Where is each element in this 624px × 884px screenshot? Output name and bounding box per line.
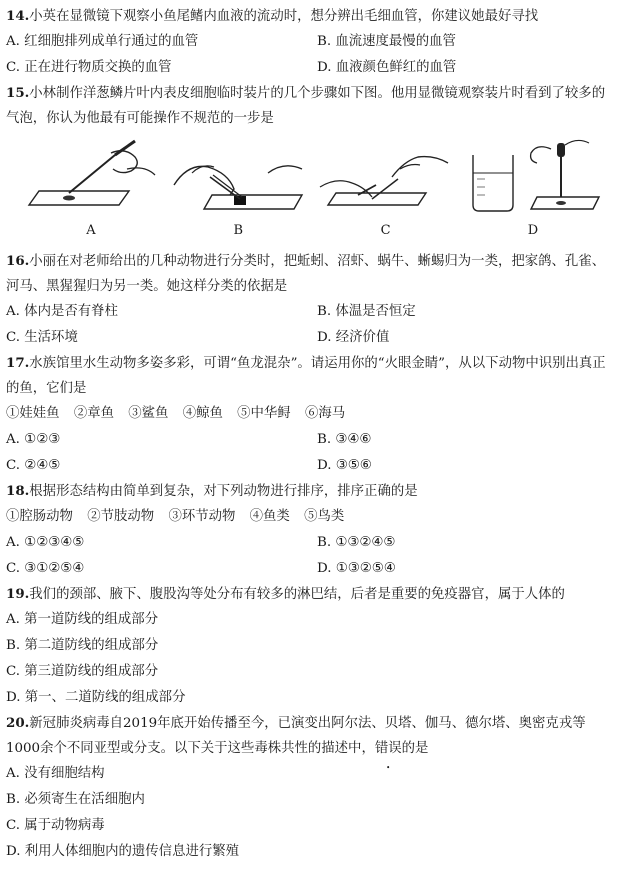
option-d[interactable]: D. 利用人体细胞内的遗传信息进行繁殖 <box>6 844 240 859</box>
question-stem-end: 的是 <box>401 741 429 756</box>
option-c[interactable]: C. 第三道防线的组成部分 <box>6 664 159 679</box>
question-19 <box>6 582 616 711</box>
option-c[interactable]: C. 正在进行物质交换的血管 <box>6 60 172 75</box>
figure-label: A <box>86 223 96 238</box>
option-d[interactable]: D. ③⑤⑥ <box>317 458 372 473</box>
list-item: ④鱼类 <box>249 509 290 524</box>
option-b[interactable]: B. 第二道防线的组成部分 <box>6 638 159 653</box>
option-a[interactable]: A. 没有细胞结构 <box>6 766 105 781</box>
option-b[interactable]: B. 必须寄生在活细胞内 <box>6 792 145 807</box>
figure-label: D <box>527 223 539 238</box>
figure-d[interactable] <box>464 133 602 249</box>
figure-c[interactable] <box>317 133 455 249</box>
option-b[interactable]: B. ③④⑥ <box>317 432 372 447</box>
question-stem: 小林制作洋葱鳞片叶内表皮细胞临时装片的几个步骤如下图。他用显微镜观察装片时看到了较多的气泡，你认为他最有可能操作不规范的一步是 <box>6 86 606 126</box>
pipette-drop-on-slide-illustration <box>23 133 159 221</box>
question-stem: 我们的颈部、腋下、腹股沟等处分布有较多的淋巴结，后者是重要的免疫器官，属于人体的 <box>29 587 565 602</box>
option-c[interactable]: C. 属于动物病毒 <box>6 818 105 833</box>
figure-a[interactable] <box>22 133 160 249</box>
list-item: ①腔肠动物 <box>6 509 73 524</box>
cover-slip-placement-illustration <box>318 133 454 221</box>
list-item: ②章鱼 <box>73 406 114 421</box>
list-item: ⑥海马 <box>304 406 346 421</box>
option-d[interactable]: D. 第一、二道防线的组成部分 <box>6 690 186 705</box>
options <box>6 427 616 479</box>
options <box>6 761 616 865</box>
figure-label: C <box>380 223 391 238</box>
options <box>6 530 616 582</box>
option-b[interactable]: B. 体温是否恒定 <box>317 304 416 319</box>
option-a[interactable]: A. 体内是否有脊柱 <box>6 304 118 319</box>
figure-b[interactable] <box>169 133 307 249</box>
option-a[interactable]: A. 红细胞排列成单行通过的血管 <box>6 34 199 49</box>
step-figures <box>6 131 616 249</box>
question-20 <box>6 711 616 865</box>
option-d[interactable]: D. 血液颜色鲜红的血管 <box>317 60 457 75</box>
list-item: ①娃娃鱼 <box>6 406 60 421</box>
option-d[interactable]: D. ①③②⑤④ <box>317 561 396 576</box>
question-number: 19. <box>6 586 30 602</box>
question-number: 15. <box>6 85 30 101</box>
option-a[interactable]: A. ①②③ <box>6 432 61 447</box>
option-c[interactable]: C. ③①②⑤④ <box>6 561 85 576</box>
question-number: 18. <box>6 483 30 499</box>
animal-list <box>6 401 616 427</box>
list-item: ③环节动物 <box>168 509 236 524</box>
option-a[interactable]: A. 第一道防线的组成部分 <box>6 612 159 627</box>
options <box>6 299 616 351</box>
tweezers-peeling-epidermis-illustration <box>170 133 306 221</box>
list-item: ③鲨鱼 <box>128 406 169 421</box>
question-stem: 新冠肺炎病毒自2019年底开始传播至今，已演变出阿尔法、贝塔、伽马、德尔塔、奥密克戎等1000余个不同亚型或分支。以下关于这些毒株共性的描述中， <box>6 716 586 756</box>
figure-label: B <box>233 223 244 238</box>
question-stem: 小丽在对老师给出的几种动物进行分类时，把蚯蚓、沼虾、蜗牛、蜥蜴归为一类，把家鸽、孔雀、河马、黑猩猩归为另一类。她这样分类的依据是 <box>6 254 606 294</box>
emphasis-word: 错误 <box>374 741 402 756</box>
options <box>6 607 616 711</box>
question-stem: 根据形态结构由简单到复杂，对下列动物进行排序，排序正确的是 <box>29 484 418 499</box>
list-item: ④鲸鱼 <box>182 406 223 421</box>
options <box>6 29 616 81</box>
question-stem: 水族馆里水生动物多姿多彩，可谓“鱼龙混杂”。请运用你的“火眼金睛”，从以下动物中识别出真正的鱼，它们是 <box>6 356 606 396</box>
question-17 <box>6 351 616 479</box>
question-14 <box>6 4 616 81</box>
question-number: 17. <box>6 355 30 371</box>
beaker-and-dropper-illustration <box>465 133 601 221</box>
option-d[interactable]: D. 经济价值 <box>317 330 390 345</box>
question-stem: 小英在显微镜下观察小鱼尾鳍内血液的流动时，想分辨出毛细血管，你建议她最好寻找 <box>29 9 539 24</box>
list-item: ⑤中华鲟 <box>237 406 291 421</box>
question-number: 20. <box>6 715 30 731</box>
option-b[interactable]: B. 血流速度最慢的血管 <box>317 34 456 49</box>
question-16 <box>6 249 616 351</box>
question-15 <box>6 81 616 249</box>
list-item: ⑤鸟类 <box>304 509 345 524</box>
option-b[interactable]: B. ①③②④⑤ <box>317 535 396 550</box>
question-number: 14. <box>6 8 30 24</box>
animal-list <box>6 504 616 530</box>
question-18 <box>6 479 616 582</box>
list-item: ②节肢动物 <box>87 509 155 524</box>
option-c[interactable]: C. ②④⑤ <box>6 458 61 473</box>
question-number: 16. <box>6 253 30 269</box>
option-c[interactable]: C. 生活环境 <box>6 330 78 345</box>
option-a[interactable]: A. ①②③④⑤ <box>6 535 85 550</box>
